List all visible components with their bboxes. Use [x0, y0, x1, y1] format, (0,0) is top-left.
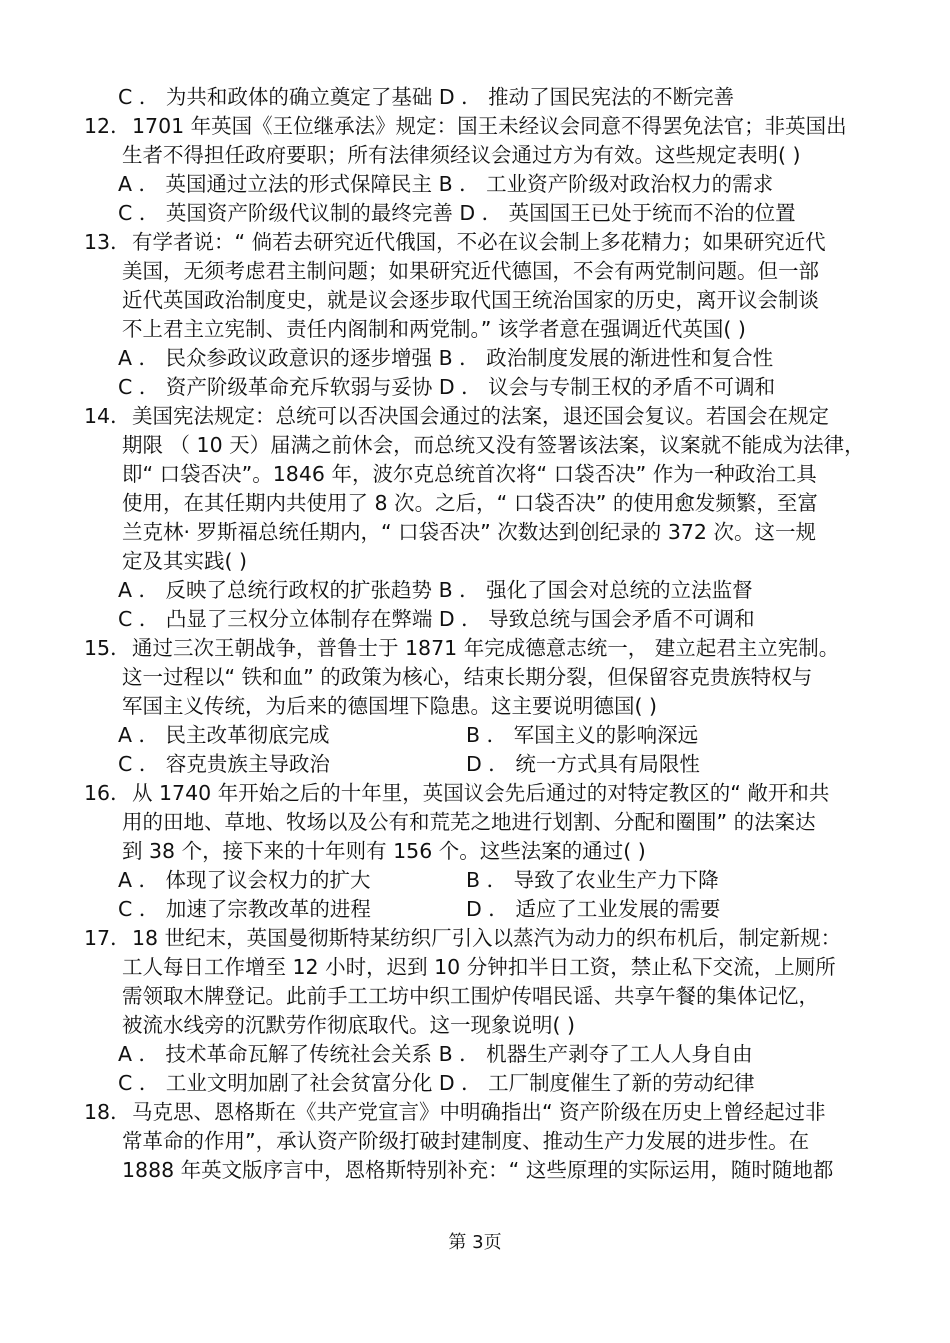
question-stem-line: 不上君主立宪制、责任内阁制和两党制。” 该学者意在强调近代英国( )	[122, 317, 746, 341]
question-stem-line: 18 世纪末，英国曼彻斯特某纺织厂引入以蒸汽为动力的织布机后，制定新规：	[132, 926, 842, 950]
option-d: D ． 适应了工业发展的需要	[466, 897, 721, 921]
option-b: B ． 导致了农业生产力下降	[466, 868, 719, 892]
question-stem-line: 生者不得担任政府要职；所有法律须经议会通过方为有效。这些规定表明( )	[122, 143, 801, 167]
option-line: C ． 凸显了三权分立体制存在弊端 D ． 导致总统与国会矛盾不可调和	[118, 607, 755, 631]
option-line: C ． 资产阶级革命充斥软弱与妥协 D ． 议会与专制王权的矛盾不可调和	[118, 375, 776, 399]
question-stem-line: 期限 （ 10 天）届满之前休会，而总统又没有签署该法案，议案就不能成为法律，	[122, 433, 865, 457]
question-number: 17．	[84, 926, 131, 950]
question-stem-line: 有学者说：“ 倘若去研究近代俄国，不必在议会制上多花精力；如果研究近代	[132, 230, 826, 254]
question-stem-line: 使用，在其任期内共使用了 8 次。之后，“ 口袋否决” 的使用愈发频繁，至富	[122, 491, 818, 515]
question-stem-line: 美国宪法规定：总统可以否决国会通过的法案，退还国会复议。若国会在规定	[132, 404, 829, 428]
question-number: 15．	[84, 636, 131, 660]
option-line: A ． 技术革命瓦解了传统社会关系 B ． 机器生产剥夺了工人人身自由	[118, 1042, 753, 1066]
question-number: 18．	[84, 1100, 131, 1124]
question-stem-line: 1701 年英国《王位继承法》规定：国王未经议会同意不得罢免法官；非英国出	[132, 114, 847, 138]
question-stem-line: 到 38 个，接下来的十年则有 156 个。这些法案的通过( )	[122, 839, 646, 863]
question-stem-line: 这一过程以“ 铁和血” 的政策为核心，结束长期分裂，但保留容克贵族特权与	[122, 665, 813, 689]
option-b: B ． 军国主义的影响深远	[466, 723, 699, 747]
option-line: C ． 工业文明加剧了社会贫富分化 D ． 工厂制度催生了新的劳动纪律	[118, 1071, 755, 1095]
page-number: 第 3页	[448, 1232, 502, 1253]
q11-options-c-d: C ． 为共和政体的确立奠定了基础 D ． 推动了国民宪法的不断完善	[118, 85, 735, 109]
question-stem-line: 被流水线旁的沉默劳作彻底取代。这一现象说明( )	[122, 1013, 576, 1037]
question-number: 13．	[84, 230, 131, 254]
question-stem-line: 近代英国政治制度史，就是议会逐步取代国王统治国家的历史，离开议会制谈	[122, 288, 819, 312]
question-stem-line: 军国主义传统，为后来的德国埋下隐患。这主要说明德国( )	[122, 694, 658, 718]
option-line: A ． 反映了总统行政权的扩张趋势 B ． 强化了国会对总统的立法监督	[118, 578, 753, 602]
question-stem-line: 需领取木牌登记。此前手工工坊中织工围炉传唱民谣、共享午餐的集体记忆，	[122, 984, 819, 1008]
option-c: C ． 加速了宗教改革的进程	[118, 897, 371, 921]
question-number: 14．	[84, 404, 131, 428]
question-stem-line: 兰克林· 罗斯福总统任期内，“ 口袋否决” 次数达到创纪录的 372 次。这一规	[122, 520, 816, 544]
option-d: D ． 统一方式具有局限性	[466, 752, 700, 776]
option-a: A ． 体现了议会权力的扩大	[118, 868, 371, 892]
question-stem-line: 常革命的作用”，承认资产阶级打破封建制度、推动生产力发展的进步性。在	[122, 1129, 810, 1153]
question-stem-line: 马克思、恩格斯在《共产党宣言》中明确指出“ 资产阶级在历史上曾经起过非	[132, 1100, 826, 1124]
question-stem-line: 用的田地、草地、牧场以及公有和荒芜之地进行划割、分配和圈围” 的法案达	[122, 810, 816, 834]
question-stem-line: 通过三次王朝战争，普鲁士于 1871 年完成德意志统一， 建立起君主立宪制。	[132, 636, 840, 660]
option-line: C ． 英国资产阶级代议制的最终完善 D ． 英国国王已处于统而不治的位置	[118, 201, 796, 225]
question-number: 12．	[84, 114, 131, 138]
question-stem-line: 从 1740 年开始之后的十年里，英国议会先后通过的对特定教区的“ 敞开和共	[132, 781, 830, 805]
option-a: A ． 民主改革彻底完成	[118, 723, 330, 747]
option-line: A ． 英国通过立法的形式保障民主 B ． 工业资产阶级对政治权力的需求	[118, 172, 774, 196]
question-stem-line: 1888 年英文版序言中，恩格斯特别补充：“ 这些原理的实际运用，随时随地都	[122, 1158, 834, 1182]
question-stem-line: 美国，无须考虑君主制问题；如果研究近代德国，不会有两党制问题。但一部	[122, 259, 819, 283]
option-c: C ． 容克贵族主导政治	[118, 752, 330, 776]
question-number: 16．	[84, 781, 131, 805]
question-stem-line: 工人每日工作增至 12 小时，迟到 10 分钟扣半日工资，禁止私下交流，上厕所	[122, 955, 836, 979]
question-stem-line: 定及其实践( )	[122, 549, 248, 573]
option-line: A ． 民众参政议政意识的逐步增强 B ． 政治制度发展的渐进性和复合性	[118, 346, 774, 370]
question-stem-line: 即“ 口袋否决”。1846 年，波尔克总统首次将“ 口袋否决” 作为一种政治工具	[122, 462, 817, 486]
